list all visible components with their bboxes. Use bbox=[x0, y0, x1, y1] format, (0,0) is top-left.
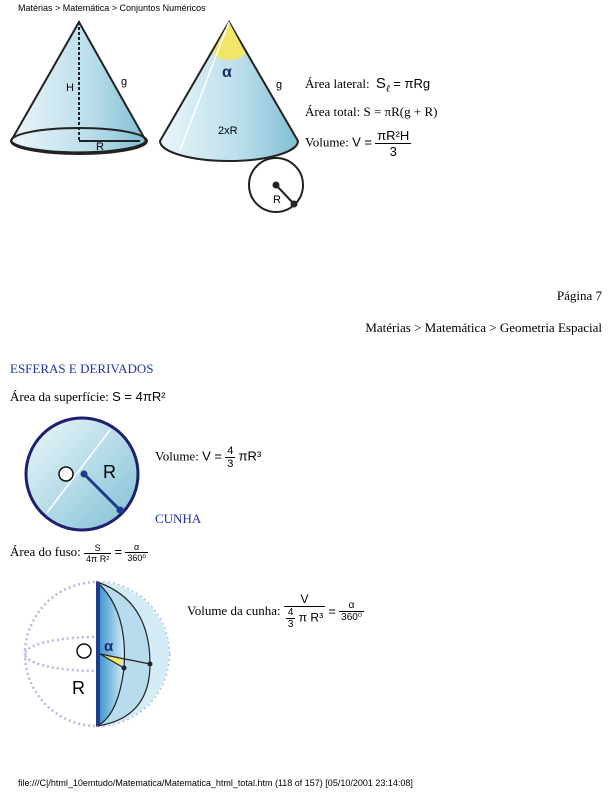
wedge-label-r: R bbox=[72, 678, 85, 698]
cone-label-2xr: 2xR bbox=[218, 125, 238, 137]
section-heading-esferas: ESFERAS E DERIVADOS bbox=[10, 361, 154, 376]
sphere-label-r: R bbox=[103, 462, 116, 482]
breadcrumb: Matérias > Matemática > Conjuntos Numéricos bbox=[18, 3, 206, 13]
wedge-volume: Volume da cunha: V $\frac{4}{3}$ π R³ = $\frac{\alpha}{\text{360⁰}}$ bbox=[187, 592, 362, 630]
sphere-area: Área da superfície: S = 4πR² bbox=[10, 389, 166, 404]
page-number: Página 7 bbox=[556, 288, 602, 303]
cone-label-g: g bbox=[121, 76, 128, 88]
lateral-area: Área lateral: $S_\ell = \pi Rg$ bbox=[305, 75, 431, 95]
circle-label-r: R bbox=[273, 194, 281, 206]
cone-label-alpha: α bbox=[222, 64, 232, 81]
footer-path: file:///C|/html_10emtudo/Matematica/Matematica_html_total.htm (118 of 157) [05/10/2001 23:14:08] bbox=[18, 778, 413, 788]
breadcrumb-geometria: Matérias > Matemática > Geometria Espacial bbox=[365, 320, 602, 335]
total-area: Área total: S = πR(g + R) bbox=[305, 104, 438, 119]
cone-label-g2: g bbox=[276, 79, 283, 91]
cone-label-h: H bbox=[66, 82, 74, 94]
cone-label-r: R bbox=[96, 141, 104, 153]
sphere-volume: Volume: V = $\frac{4}{3}$ πR³ bbox=[155, 445, 262, 470]
wedge-label-alpha: α bbox=[104, 638, 114, 655]
fuso-area: Área do fuso: $\frac{S}{\text{4π R²}}$ = $\frac{\alpha}{\text{360⁰}}$ bbox=[10, 542, 146, 564]
cone-volume: Volume: V = $\frac{\text{πR²H}}{3}$ bbox=[305, 128, 410, 159]
section-heading-cunha: CUNHA bbox=[155, 511, 202, 526]
